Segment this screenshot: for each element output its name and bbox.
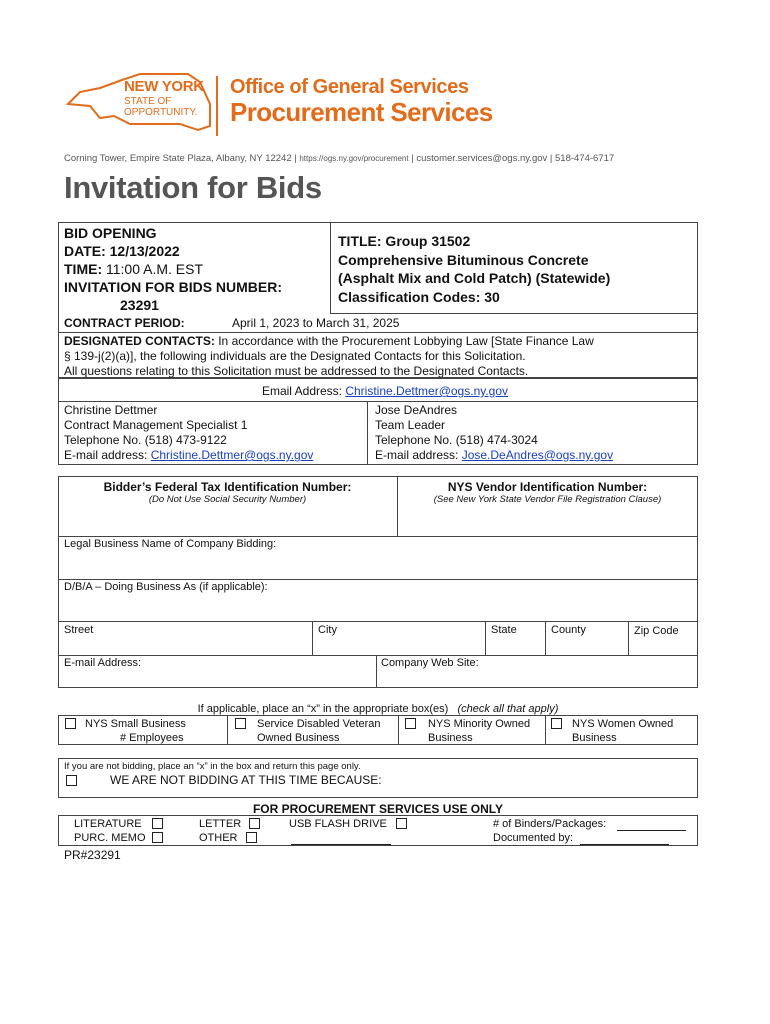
not-bidding-checkbox[interactable] xyxy=(66,775,77,786)
contact-text: | customer.services@ogs.ny.gov | 518-474-6717 xyxy=(411,153,615,164)
address-text: Corning Tower, Empire State Plaza, Albany, NY 12242 | xyxy=(64,153,297,164)
small-business-checkbox[interactable] xyxy=(65,718,76,729)
purc-memo-checkbox[interactable] xyxy=(152,832,163,843)
divider xyxy=(58,579,698,580)
literature-checkbox[interactable] xyxy=(152,818,163,829)
dba-field[interactable]: D/B/A – Doing Business As (if applicable): xyxy=(64,581,268,593)
other-row: OTHER xyxy=(199,831,238,845)
divider xyxy=(58,621,698,622)
option-minority: NYS Minority Owned Business xyxy=(405,717,530,745)
tax-id-label: Bidder’s Federal Tax Identification Number: xyxy=(103,480,352,494)
designated-label: DESIGNATED CONTACTS: xyxy=(64,334,215,348)
legal-name-field[interactable]: Legal Business Name of Company Bidding: xyxy=(64,538,277,550)
tax-id-note: (Do Not Use Social Security Number) xyxy=(148,494,307,505)
contact-1: Christine Dettmer Contract Management Specialist 1 Telephone No. (518) 473-9122 E-mail address: Christine.Dettmer@ogs.ny.gov xyxy=(64,403,314,462)
divider xyxy=(545,621,546,655)
pr-number: PR#23291 xyxy=(64,848,121,862)
bid-title: TITLE: Group 31502 xyxy=(338,233,471,249)
logo-divider xyxy=(216,76,218,136)
option-veteran: Service Disabled Veteran Owned Business xyxy=(235,717,381,745)
ifb-label: INVITATION FOR BIDS NUMBER: xyxy=(64,279,283,295)
city-field[interactable]: City xyxy=(318,624,337,636)
divider xyxy=(58,332,698,333)
purc-memo-row: PURC. MEMO xyxy=(74,831,146,845)
address-line xyxy=(64,153,614,164)
divider xyxy=(628,621,629,655)
bid-opening-block xyxy=(64,224,282,314)
business-type-instruction: If applicable, place an “x” in the appropriate box(es) (check all that apply) xyxy=(197,703,559,715)
vendor-id-note: (See New York State Vendor File Registration Clause) xyxy=(433,494,662,505)
bid-title-line3: (Asphalt Mix and Cold Patch) (Statewide) xyxy=(338,270,611,286)
page-title: Invitation for Bids xyxy=(64,170,322,205)
literature-row: LITERATURE xyxy=(74,817,142,831)
contract-period-value: April 1, 2023 to March 31, 2025 xyxy=(232,316,400,330)
divider xyxy=(227,715,228,745)
option-women: NYS Women Owned Business xyxy=(551,717,673,745)
contact-1-email[interactable]: Christine.Dettmer@ogs.ny.gov xyxy=(150,448,314,462)
other-checkbox[interactable] xyxy=(246,832,257,843)
bid-opening: BID OPENING xyxy=(64,225,157,241)
contact-2: Jose DeAndres Team Leader Telephone No. (518) 474-3024 E-mail address: Jose.DeAndres@ogs.ny.gov xyxy=(375,403,614,462)
divider xyxy=(376,655,377,688)
divider xyxy=(485,621,486,655)
women-checkbox[interactable] xyxy=(551,718,562,729)
email-field[interactable]: E-mail Address: xyxy=(64,657,142,669)
documented-blank[interactable] xyxy=(580,832,669,845)
minority-checkbox[interactable] xyxy=(405,718,416,729)
not-bidding-instruction: If you are not bidding, place an “x” in the box and return this page only. xyxy=(64,761,361,772)
procurement-use-heading: FOR PROCUREMENT SERVICES USE ONLY xyxy=(252,802,504,816)
contract-period-label: CONTRACT PERIOD: xyxy=(64,316,185,330)
usb-row: USB FLASH DRIVE xyxy=(289,817,387,831)
bid-date: DATE: 12/13/2022 xyxy=(64,243,180,259)
logo-state-of: STATE OF xyxy=(124,96,172,107)
county-field[interactable]: County xyxy=(551,624,586,636)
designated-email: Email Address: Christine.Dettmer@ogs.ny.gov xyxy=(261,384,509,398)
procurement-url[interactable]: https://ogs.ny.gov/procurement xyxy=(299,154,409,163)
division-name: Procurement Services xyxy=(230,97,493,127)
designated-email-link[interactable]: Christine.Dettmer@ogs.ny.gov xyxy=(345,384,509,398)
letter-checkbox[interactable] xyxy=(249,818,260,829)
logo-new-york: NEW YORK xyxy=(124,78,204,95)
contact-2-email[interactable]: Jose.DeAndres@ogs.ny.gov xyxy=(461,448,614,462)
website-field[interactable]: Company Web Site: xyxy=(381,657,479,669)
ifb-number: 23291 xyxy=(120,297,159,313)
contract-period xyxy=(64,316,400,330)
binders-blank[interactable] xyxy=(617,818,686,831)
divider xyxy=(545,715,546,745)
not-bidding-statement: WE ARE NOT BIDDING AT THIS TIME BECAUSE: xyxy=(110,773,382,787)
bid-time: TIME: 11:00 A.M. EST xyxy=(64,261,204,277)
binders-row: # of Binders/Packages: xyxy=(493,818,607,830)
divider xyxy=(312,621,313,655)
usb-checkbox[interactable] xyxy=(396,818,407,829)
documented-row: Documented by: xyxy=(493,832,574,844)
zip-field[interactable]: Zip Code xyxy=(634,625,679,637)
divider xyxy=(58,655,698,656)
bid-title-line2: Comprehensive Bituminous Concrete xyxy=(338,251,589,268)
logo-opportunity: OPPORTUNITY. xyxy=(124,107,198,118)
state-field[interactable]: State xyxy=(491,624,517,636)
divider xyxy=(398,715,399,745)
title-block xyxy=(338,232,610,306)
office-name: Office of General Services xyxy=(230,76,469,98)
street-field[interactable]: Street xyxy=(64,624,94,636)
vendor-id-label: NYS Vendor Identification Number: xyxy=(447,480,648,494)
designated-contacts-text: DESIGNATED CONTACTS: In accordance with the Procurement Lobbying Law [State Finance Law § 139-j(2)(a)], the following individuals are the Designated Contacts for this Solicitation. All questions relating to this Solicitation must be addressed to the Designated Contacts. xyxy=(64,334,594,378)
letter-row: LETTER xyxy=(199,817,241,831)
divider xyxy=(58,536,698,537)
usb-blank[interactable] xyxy=(291,835,391,845)
classification-codes: Classification Codes: 30 xyxy=(338,288,500,305)
veteran-checkbox[interactable] xyxy=(235,718,246,729)
option-small-business: NYS Small Business # Employees xyxy=(65,717,186,745)
